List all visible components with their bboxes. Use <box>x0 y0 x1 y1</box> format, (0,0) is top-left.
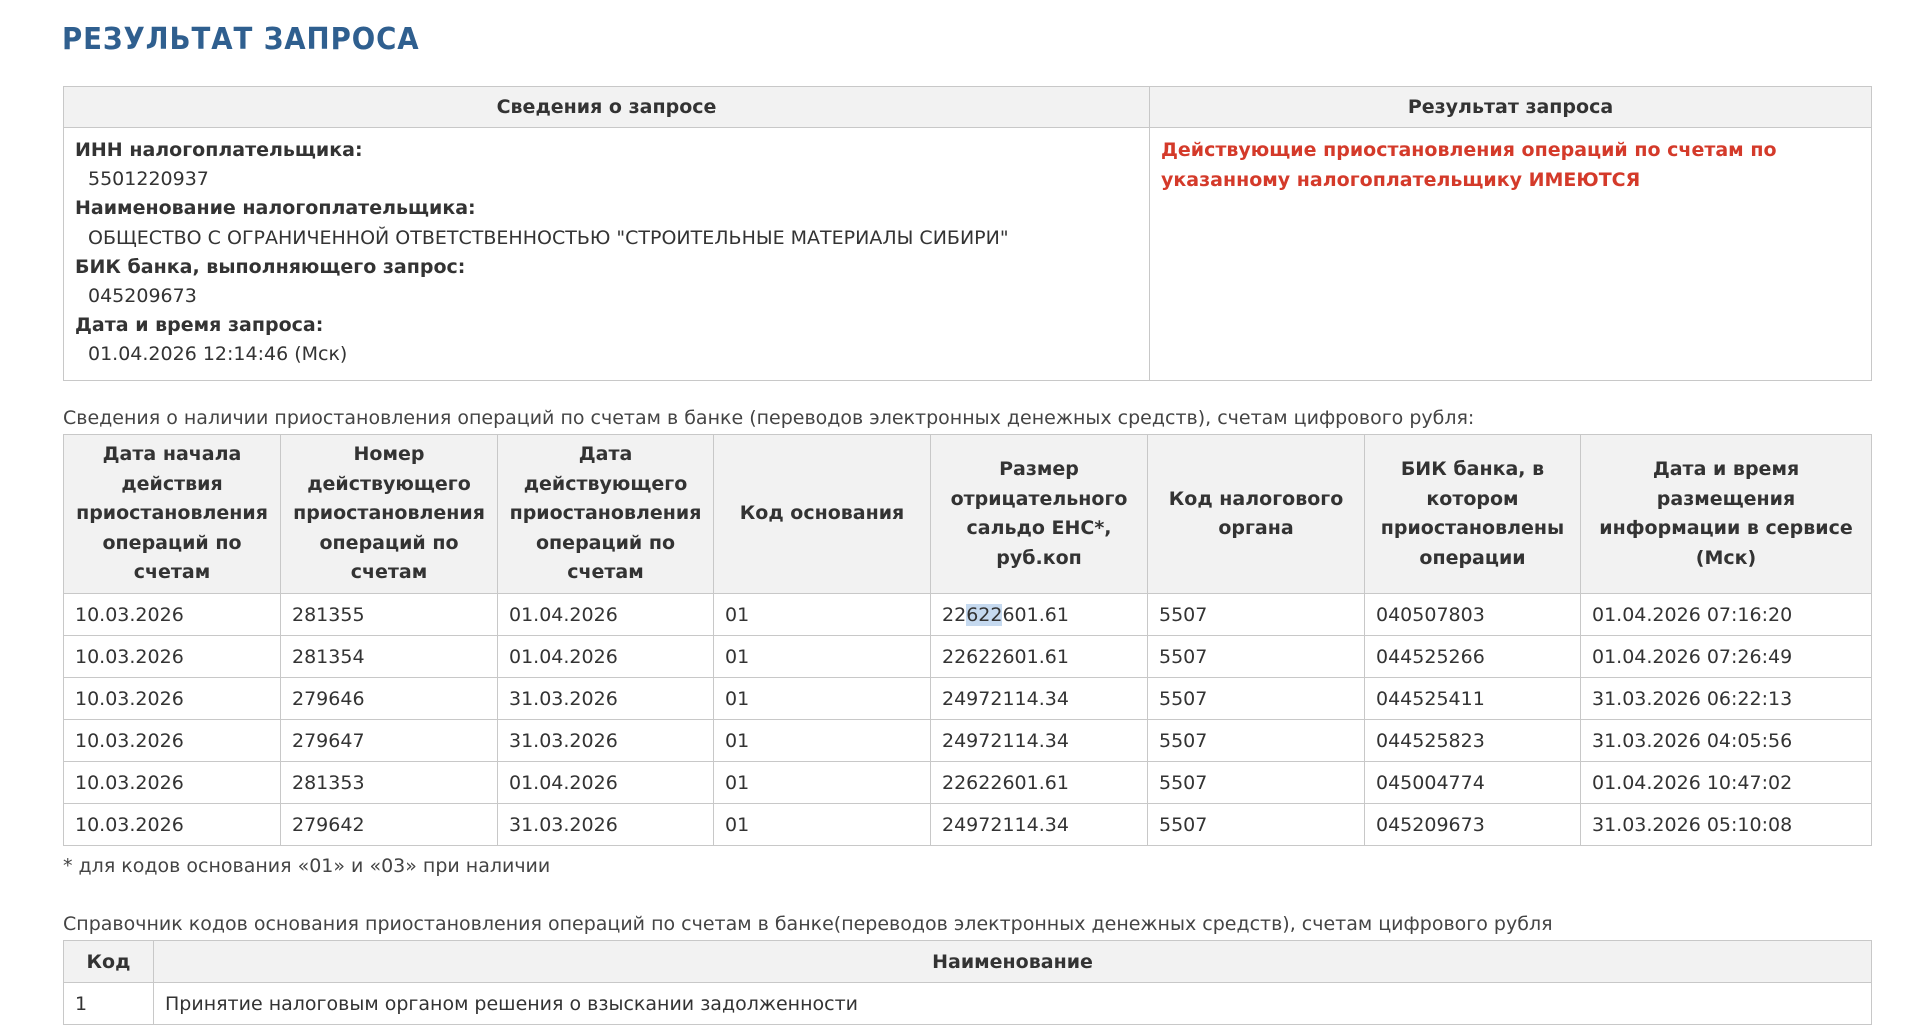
cell-negative-balance: 24972114.34 <box>931 678 1148 720</box>
cell-basis-code: 01 <box>714 720 931 762</box>
page-title: РЕЗУЛЬТАТ ЗАПРОСА <box>62 22 420 57</box>
cell-bank-bik: 045004774 <box>1365 762 1581 804</box>
cell-basis-code: 01 <box>714 678 931 720</box>
cell-start-date: 10.03.2026 <box>64 636 281 678</box>
col-header-name: Наименование <box>154 941 1872 983</box>
request-result-header: Результат запроса <box>1150 87 1872 128</box>
cell-negative-balance: 22622601.61 <box>931 762 1148 804</box>
taxpayer-name-label: Наименование налогоплательщика: <box>75 197 476 220</box>
result-message-line-1: Действующие приостановления операций по счетам по <box>1161 139 1777 161</box>
table-row <box>64 594 1872 636</box>
balance-footnote: * для кодов основания «01» и «03» при наличии <box>63 855 551 877</box>
cell-suspension-date: 01.04.2026 <box>498 762 714 804</box>
cell-negative-balance: 22622601.61 <box>931 636 1148 678</box>
cell-suspension-date: 31.03.2026 <box>498 720 714 762</box>
cell-bank-bik: 045209673 <box>1365 804 1581 846</box>
cell-basis-code: 01 <box>714 594 931 636</box>
cell-posted-datetime: 31.03.2026 04:05:56 <box>1581 720 1872 762</box>
inn-label: ИНН налогоплательщика: <box>75 139 363 161</box>
cell-start-date: 10.03.2026 <box>64 720 281 762</box>
cell-bank-bik: 044525411 <box>1365 678 1581 720</box>
cell-negative-balance: 24972114.34 <box>931 804 1148 846</box>
col-header-posted-datetime: Дата и время размещения информации в сервисе (Мск) <box>1581 435 1872 594</box>
cell-negative-balance <box>931 594 1148 636</box>
col-header-tax-authority-code: Код налогового органа <box>1148 435 1365 594</box>
table-row <box>64 678 1872 720</box>
table-row <box>64 804 1872 846</box>
text-selection-highlight: 622 <box>966 603 1003 626</box>
cell-suspension-number: 281355 <box>281 594 498 636</box>
cell-suspension-number: 281353 <box>281 762 498 804</box>
request-datetime-label: Дата и время запроса: <box>75 314 324 337</box>
col-header-suspension-number: Номер действующего приостановления операций по счетам <box>281 435 498 594</box>
col-header-suspension-date: Дата действующего приостановления операций по счетам <box>498 435 714 594</box>
cell-posted-datetime: 31.03.2026 05:10:08 <box>1581 804 1872 846</box>
balance-text-before-selection: 22 <box>942 603 967 626</box>
inn-value: 5501220937 <box>88 168 209 191</box>
request-info-table <box>63 86 1872 381</box>
cell-suspension-number: 279642 <box>281 804 498 846</box>
table-row <box>64 983 1872 1025</box>
dictionary-header-row <box>64 941 1872 983</box>
cell-posted-datetime: 01.04.2026 07:26:49 <box>1581 636 1872 678</box>
cell-bank-bik: 044525823 <box>1365 720 1581 762</box>
cell-posted-datetime: 01.04.2026 07:16:20 <box>1581 594 1872 636</box>
cell-suspension-date: 31.03.2026 <box>498 804 714 846</box>
cell-basis-code: 01 <box>714 804 931 846</box>
request-info-cell <box>64 128 1150 381</box>
table-row <box>64 720 1872 762</box>
request-info-header: Сведения о запросе <box>64 87 1150 128</box>
result-message-line-2: указанному налогоплательщику ИМЕЮТСЯ <box>1161 168 1641 191</box>
cell-start-date: 10.03.2026 <box>64 762 281 804</box>
cell-negative-balance: 24972114.34 <box>931 720 1148 762</box>
cell-tax-authority-code: 5507 <box>1148 678 1365 720</box>
cell-bank-bik: 040507803 <box>1365 594 1581 636</box>
cell-tax-authority-code: 5507 <box>1148 594 1365 636</box>
basis-code-dictionary-table <box>63 940 1872 1025</box>
col-header-negative-balance: Размер отрицательного сальдо ЕНС*, руб.коп <box>931 435 1148 594</box>
bank-bik-label: БИК банка, выполняющего запрос: <box>75 255 466 278</box>
suspensions-caption: Сведения о наличии приостановления операций по счетам в банке (переводов электронных денежных средств), счетам цифрового рубля: <box>63 407 1475 429</box>
cell-tax-authority-code: 5507 <box>1148 804 1365 846</box>
request-result-cell <box>1150 128 1872 381</box>
cell-basis-code: 01 <box>714 636 931 678</box>
cell-start-date: 10.03.2026 <box>64 804 281 846</box>
cell-suspension-date: 01.04.2026 <box>498 594 714 636</box>
col-header-code: Код <box>64 941 154 983</box>
suspensions-header-row <box>64 435 1872 594</box>
taxpayer-name-value: ОБЩЕСТВО С ОГРАНИЧЕННОЙ ОТВЕТСТВЕННОСТЬЮ "СТРОИТЕЛЬНЫЕ МАТЕРИАЛЫ СИБИРИ" <box>88 226 1009 249</box>
bank-bik-value: 045209673 <box>88 285 197 308</box>
cell-tax-authority-code: 5507 <box>1148 636 1365 678</box>
cell-suspension-number: 279646 <box>281 678 498 720</box>
table-row <box>64 636 1872 678</box>
cell-suspension-date: 31.03.2026 <box>498 678 714 720</box>
cell-suspension-date: 01.04.2026 <box>498 636 714 678</box>
request-datetime-value: 01.04.2026 12:14:46 (Мск) <box>88 343 348 366</box>
dictionary-caption: Справочник кодов основания приостановления операций по счетам в банке(переводов электронных денежных средств), счетам цифрового рубля <box>63 913 1553 935</box>
cell-posted-datetime: 01.04.2026 10:47:02 <box>1581 762 1872 804</box>
cell-start-date: 10.03.2026 <box>64 594 281 636</box>
cell-suspension-number: 281354 <box>281 636 498 678</box>
cell-posted-datetime: 31.03.2026 06:22:13 <box>1581 678 1872 720</box>
cell-name: Принятие налоговым органом решения о взыскании задолженности <box>154 983 1872 1025</box>
cell-bank-bik: 044525266 <box>1365 636 1581 678</box>
suspensions-table <box>63 434 1872 846</box>
col-header-bank-bik: БИК банка, в котором приостановлены операции <box>1365 435 1581 594</box>
cell-tax-authority-code: 5507 <box>1148 720 1365 762</box>
cell-code: 1 <box>64 983 154 1025</box>
col-header-start-date: Дата начала действия приостановления операций по счетам <box>64 435 281 594</box>
cell-tax-authority-code: 5507 <box>1148 762 1365 804</box>
balance-text-after-selection: 601.61 <box>1002 603 1069 626</box>
cell-basis-code: 01 <box>714 762 931 804</box>
col-header-basis-code: Код основания <box>714 435 931 594</box>
cell-start-date: 10.03.2026 <box>64 678 281 720</box>
table-row <box>64 762 1872 804</box>
cell-suspension-number: 279647 <box>281 720 498 762</box>
